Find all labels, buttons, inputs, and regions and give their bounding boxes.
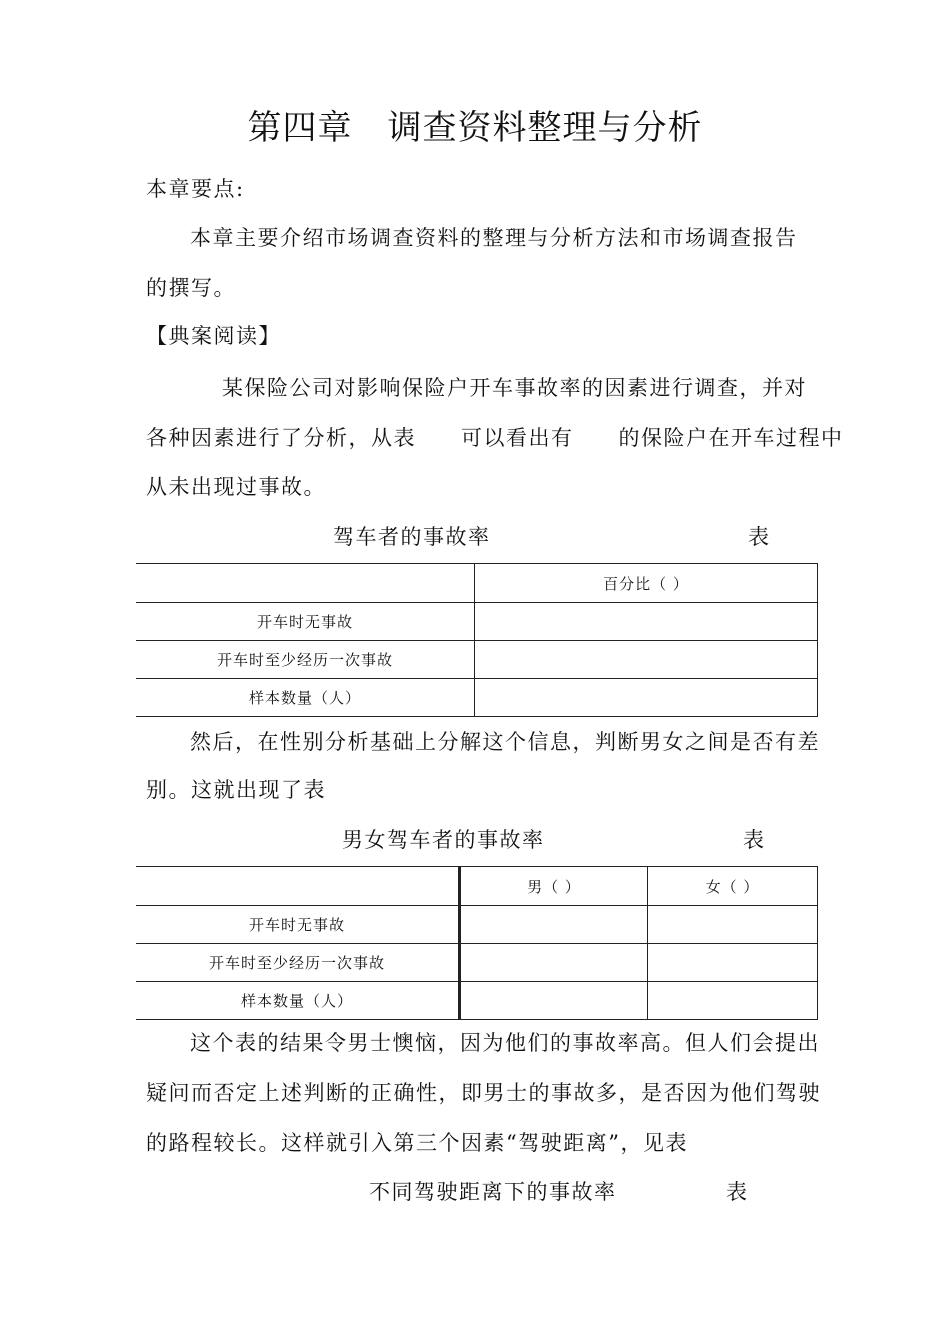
table-row	[136, 982, 818, 1020]
table2-row-label: 开车时无事故	[136, 906, 460, 944]
table2-cell	[460, 906, 648, 944]
table2-cell	[648, 982, 818, 1020]
table2-corner-cell	[136, 867, 460, 906]
table-row	[136, 603, 818, 641]
table1-corner-cell	[136, 564, 475, 603]
table2-header-male: 男（ ）	[460, 867, 648, 906]
table2-cell	[460, 944, 648, 982]
intro-paragraph-line1: 本章主要介绍市场调查资料的整理与分析方法和市场调查报告	[190, 226, 798, 250]
table1-row-label: 开车时至少经历一次事故	[136, 641, 475, 679]
table2-row-label: 开车时至少经历一次事故	[136, 944, 460, 982]
table2-cell	[460, 982, 648, 1020]
table-row	[136, 944, 818, 982]
table1-header-percent: 百分比（ ）	[475, 564, 818, 603]
table3-caption: 不同驾驶距离下的事故率	[369, 1180, 617, 1204]
table-row	[136, 906, 818, 944]
intro-paragraph-line2: 的撰写。	[146, 276, 236, 300]
table2-cell	[648, 944, 818, 982]
table2-caption: 男女驾车者的事故率	[342, 828, 545, 852]
key-points-label: 本章要点:	[146, 177, 245, 201]
para3-line1: 这个表的结果令男士懊恼，因为他们的事故率高。但人们会提出	[190, 1031, 820, 1055]
table1-label: 表	[748, 525, 771, 549]
table1-cell	[475, 641, 818, 679]
table-row	[136, 679, 818, 717]
table2-header-female: 女（ ）	[648, 867, 818, 906]
table1	[136, 563, 818, 717]
table3-label: 表	[726, 1180, 749, 1204]
table-row	[136, 641, 818, 679]
table2-cell	[648, 906, 818, 944]
case-paragraph-line3: 从未出现过事故。	[146, 475, 326, 499]
table1-cell	[475, 603, 818, 641]
table1-row-label: 样本数量（人）	[136, 679, 475, 717]
table1-row-label: 开车时无事故	[136, 603, 475, 641]
table1-cell	[475, 679, 818, 717]
para3-line3: 的路程较长。这样就引入第三个因素“驾驶距离”，见表	[146, 1131, 688, 1155]
case-paragraph-line1: 某保险公司对影响保险户开车事故率的因素进行调查，并对	[222, 376, 807, 400]
para2-line2: 别。这就出现了表	[146, 778, 326, 802]
case-paragraph-line2: 各种因素进行了分析，从表 可以看出有 的保险户在开车过程中	[146, 426, 844, 450]
table2-label: 表	[743, 828, 766, 852]
table2-row-label: 样本数量（人）	[136, 982, 460, 1020]
chapter-title: 第四章 调查资料整理与分析	[247, 108, 703, 148]
table1-caption: 驾车者的事故率	[333, 525, 491, 549]
para3-line2: 疑问而否定上述判断的正确性，即男士的事故多，是否因为他们驾驶	[146, 1081, 821, 1105]
table2	[136, 866, 818, 1020]
case-heading: 【典案阅读】	[146, 324, 281, 348]
para2-line1: 然后，在性别分析基础上分解这个信息，判断男女之间是否有差	[190, 730, 820, 754]
